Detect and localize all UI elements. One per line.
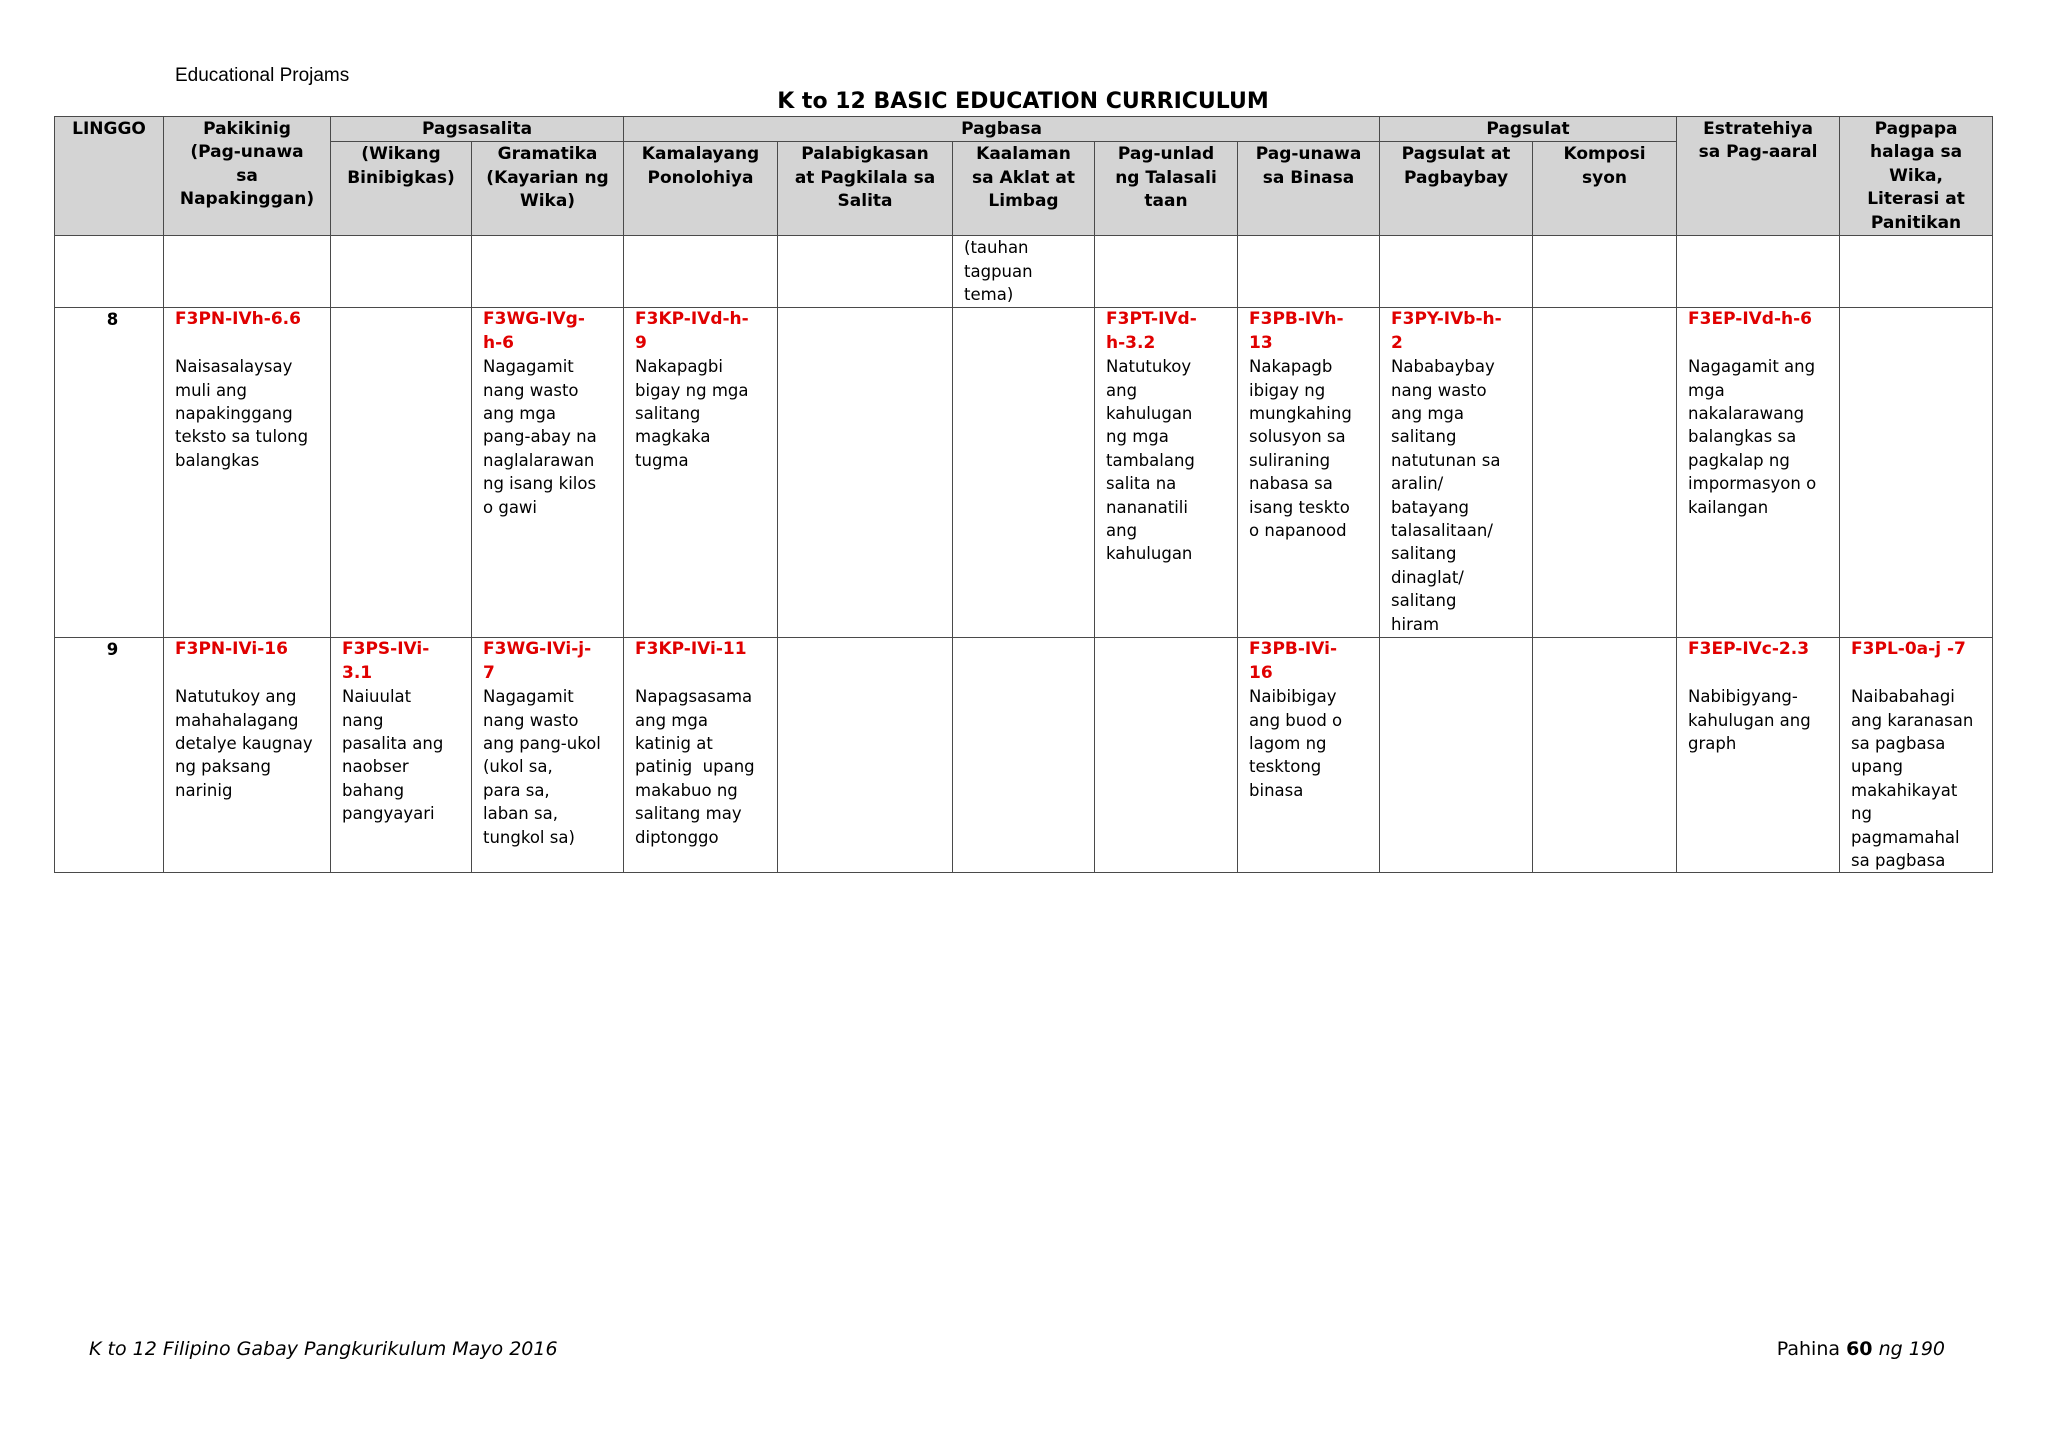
header-group-pagbasa: Pagbasa <box>624 117 1380 142</box>
cell-komposisyon <box>1533 638 1677 873</box>
week-number-cell <box>55 236 164 308</box>
competency-description: Nababaybay nang wasto ang mga salitang natutunan sa aralin/ batayang talasalitaan/ salitang dinaglat/ salitang hiram <box>1391 357 1501 634</box>
table-body <box>55 236 1993 873</box>
competency-code: F3KP-IVd-h- 9 <box>635 309 749 353</box>
table-row <box>55 236 1993 308</box>
cell-pag-unawa-sa-binasa <box>1238 308 1380 638</box>
header-kamalayang-ponolohiya: Kamalayang Ponolohiya <box>624 142 778 236</box>
cell-pag-unlad-ng-talasalitaan <box>1095 308 1238 638</box>
table-header <box>55 117 1993 236</box>
cell-pagpapahalaga <box>1840 638 1993 873</box>
footer-document-name: K to 12 Filipino Gabay Pangkurikulum Mayo 2016 <box>89 1338 558 1360</box>
cell-gramatika <box>472 236 624 308</box>
cell-kaalaman-sa-aklat <box>953 638 1095 873</box>
competency-description: Nakapagb ibigay ng mungkahing solusyon sa suliraning nabasa sa isang teskto o napanood <box>1249 357 1352 541</box>
cell-pagpapahalaga <box>1840 236 1993 308</box>
cell-kaalaman-sa-aklat <box>953 308 1095 638</box>
competency-code: F3EP-IVc-2.3 <box>1688 639 1810 660</box>
header-pagsulat-pagbaybay: Pagsulat at Pagbaybay <box>1380 142 1533 236</box>
cell-komposisyon <box>1533 308 1677 638</box>
header-pakikinig: Pakikinig (Pag-unawa sa Napakinggan) <box>164 117 331 236</box>
cell-pagsulat-at-pagbaybay <box>1380 638 1533 873</box>
header-wikang-binibigkas: (Wikang Binibigkas) <box>331 142 472 236</box>
table-row <box>55 638 1993 873</box>
footer-page-number: 60 <box>1846 1338 1873 1360</box>
cell-estratehiya <box>1677 236 1840 308</box>
cell-wikang-binibigkas <box>331 638 472 873</box>
cell-wikang-binibigkas <box>331 308 472 638</box>
footer-page-label: Pahina <box>1776 1338 1841 1360</box>
competency-description: Natutukoy ang kahulugan ng mga tambalang salita na nananatili ang kahulugan <box>1106 357 1195 564</box>
cell-kamalayang-ponolohiya <box>624 638 778 873</box>
cell-pagsulat-at-pagbaybay <box>1380 236 1533 308</box>
competency-description: Naiuulat nang pasalita ang naobser bahang pangyayari <box>342 687 444 824</box>
competency-code: F3PT-IVd- h-3.2 <box>1106 309 1197 353</box>
cell-gramatika <box>472 638 624 873</box>
competency-description: Natutukoy ang mahahalagang detalye kaugnay ng paksang narinig <box>175 687 313 800</box>
cell-pagsulat-at-pagbaybay <box>1380 308 1533 638</box>
cell-pagpapahalaga <box>1840 308 1993 638</box>
competency-code: F3WG-IVg- h-6 <box>483 309 585 353</box>
cell-estratehiya <box>1677 308 1840 638</box>
header-palabigkasan: Palabigkasan at Pagkilala sa Salita <box>778 142 953 236</box>
cell-gramatika <box>472 308 624 638</box>
cell-palabigkasan <box>778 638 953 873</box>
header-estratehiya: Estratehiya sa Pag-aaral <box>1677 117 1840 236</box>
header-note: Educational Projams <box>175 65 350 86</box>
competency-description: Nagagamit nang wasto ang pang-ukol (ukol sa, para sa, laban sa, tungkol sa) <box>483 687 601 847</box>
table-row <box>55 308 1993 638</box>
cell-kamalayang-ponolohiya <box>624 236 778 308</box>
document-title: K to 12 BASIC EDUCATION CURRICULUM <box>777 89 1269 114</box>
competency-code: F3PN-IVh-6.6 <box>175 309 301 330</box>
competency-code: F3WG-IVi-j- 7 <box>483 639 592 683</box>
footer-page-indicator <box>1777 1337 1945 1361</box>
competency-code: F3PY-IVb-h- 2 <box>1391 309 1502 353</box>
competency-code: F3EP-IVd-h-6 <box>1688 309 1813 330</box>
cell-pakikinig <box>164 308 331 638</box>
competency-description: Nakapagbi bigay ng mga salitang magkaka tugma <box>635 357 749 470</box>
cell-kaalaman-sa-aklat <box>953 236 1095 308</box>
cell-wikang-binibigkas <box>331 236 472 308</box>
cell-palabigkasan <box>778 236 953 308</box>
cell-kamalayang-ponolohiya <box>624 308 778 638</box>
header-pagpapahalaga: Pagpapa halaga sa Wika, Literasi at Panitikan <box>1840 117 1993 236</box>
competency-code: F3PL-0a-j -7 <box>1851 639 1966 660</box>
competency-description: Napagsasama ang mga katinig at patinig upang makabuo ng salitang may diptonggo <box>635 687 755 847</box>
header-gramatika: Gramatika (Kayarian ng Wika) <box>472 142 624 236</box>
cell-komposisyon <box>1533 236 1677 308</box>
competency-description: Naibibigay ang buod o lagom ng tesktong binasa <box>1249 687 1343 800</box>
cell-pag-unawa-sa-binasa <box>1238 638 1380 873</box>
cell-pag-unawa-sa-binasa <box>1238 236 1380 308</box>
header-kaalaman: Kaalaman sa Aklat at Limbag <box>953 142 1095 236</box>
curriculum-table <box>54 116 1993 873</box>
header-group-pagsasalita: Pagsasalita <box>331 117 624 142</box>
cell-palabigkasan <box>778 308 953 638</box>
header-pag-unawa: Pag-unawa sa Binasa <box>1238 142 1380 236</box>
cell-pag-unlad-ng-talasalitaan <box>1095 638 1238 873</box>
competency-description: Nabibigyang- kahulugan ang graph <box>1688 687 1811 754</box>
cell-pag-unlad-ng-talasalitaan <box>1095 236 1238 308</box>
cell-pakikinig <box>164 638 331 873</box>
footer-of-label: ng <box>1878 1338 1903 1360</box>
competency-code: F3PN-IVi-16 <box>175 639 288 660</box>
competency-code: F3PS-IVi- 3.1 <box>342 639 430 683</box>
competency-description: Nagagamit nang wasto ang mga pang-abay na naglalarawan ng isang kilos o gawi <box>483 357 597 517</box>
competency-code: F3PB-IVh- 13 <box>1249 309 1344 353</box>
footer-total-pages: 190 <box>1908 1338 1945 1360</box>
header-komposisyon: Komposi syon <box>1533 142 1677 236</box>
cell-estratehiya <box>1677 638 1840 873</box>
header-group-pagsulat: Pagsulat <box>1380 117 1677 142</box>
competency-code: F3PB-IVi- 16 <box>1249 639 1337 683</box>
header-row-groups <box>55 117 1993 142</box>
competency-code: F3KP-IVi-11 <box>635 639 747 660</box>
cell-pakikinig <box>164 236 331 308</box>
header-linggo: LINGGO <box>55 117 164 236</box>
week-number-cell: 9 <box>55 638 164 873</box>
competency-description: Naisasalaysay muli ang napakinggang teksto sa tulong balangkas <box>175 357 309 470</box>
header-pag-unlad: Pag-unlad ng Talasali taan <box>1095 142 1238 236</box>
competency-description: Nagagamit ang mga nakalarawang balangkas sa pagkalap ng impormasyon o kailangan <box>1688 357 1817 517</box>
competency-description: (tauhan tagpuan tema) <box>964 238 1033 305</box>
week-number-cell: 8 <box>55 308 164 638</box>
competency-description: Naibabahagi ang karanasan sa pagbasa upang makahikayat ng pagmamahal sa pagbasa <box>1851 687 1974 871</box>
